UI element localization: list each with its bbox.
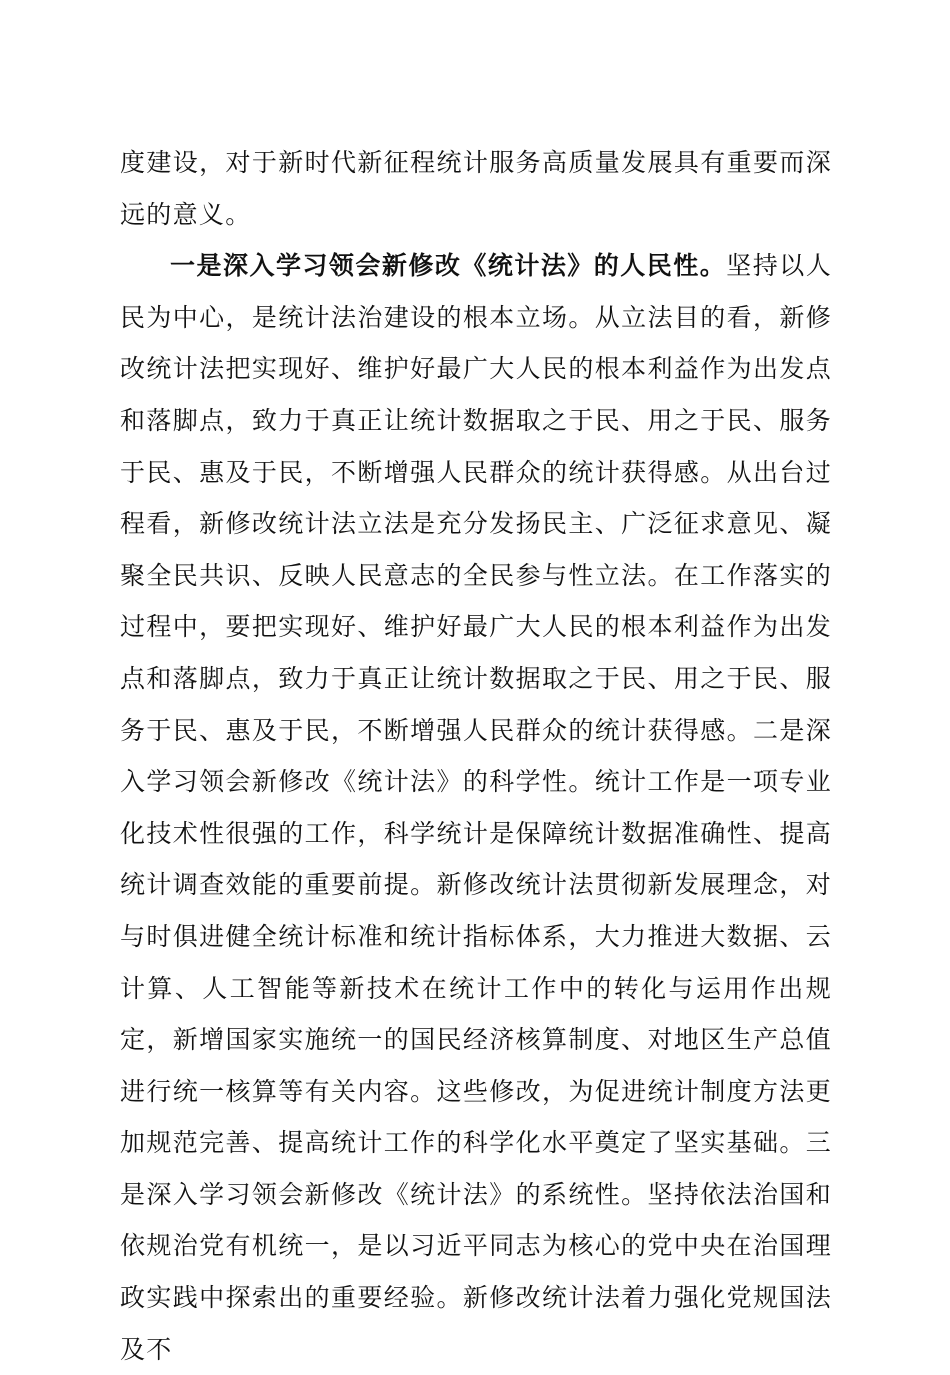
paragraph-1 [120,137,832,240]
paragraph-1-text: 度建设，对于新时代新征程统计服务高质量发展具有重要而深远的意义。 [120,148,832,229]
paragraph-2 [120,240,832,1375]
paragraph-2-text: 坚持以人民为中心，是统计法治建设的根本立场。从立法目的看，新修改统计法把实现好、维护好最广大人民的根本利益作为出发点和落脚点，致力于真正让统计数据取之于民、用之于民、服务于民、惠及于民，不断增强人民群众的统计获得感。从出台过程看，新修改统计法立法是充分发扬民主、广泛征求意见、凝聚全民共识、反映人民意志的全民参与性立法。在工作落实的过程中，要把实现好、维护好最广大人民的根本利益作为出发点和落脚点，致力于真正让统计数据取之于民、用之于民、服务于民、惠及于民，不断增强人民群众的统计获得感。二是深入学习领会新修改《统计法》的科学性。统计工作是一项专业化技术性很强的工作，科学统计是保障统计数据准确性、提高统计调查效能的重要前提。新修改统计法贯彻新发展理念，对与时俱进健全统计标准和统计指标体系，大力推进大数据、云计算、人工智能等新技术在统计工作中的转化与运用作出规定，新增国家实施统一的国民经济核算制度、对地区生产总值进行统一核算等有关内容。这些修改，为促进统计制度方法更加规范完善、提高统计工作的科学化水平奠定了坚实基础。三是深入学习领会新修改《统计法》的系统性。坚持依法治国和依规治党有机统一，是以习近平同志为核心的党中央在治国理政实践中探索出的重要经验。新修改统计法着力强化党规国法及不 [120,251,832,1364]
paragraph-2-lead: 一是深入学习领会新修改《统计法》的人民性。 [170,251,727,281]
document-body [120,137,832,1375]
